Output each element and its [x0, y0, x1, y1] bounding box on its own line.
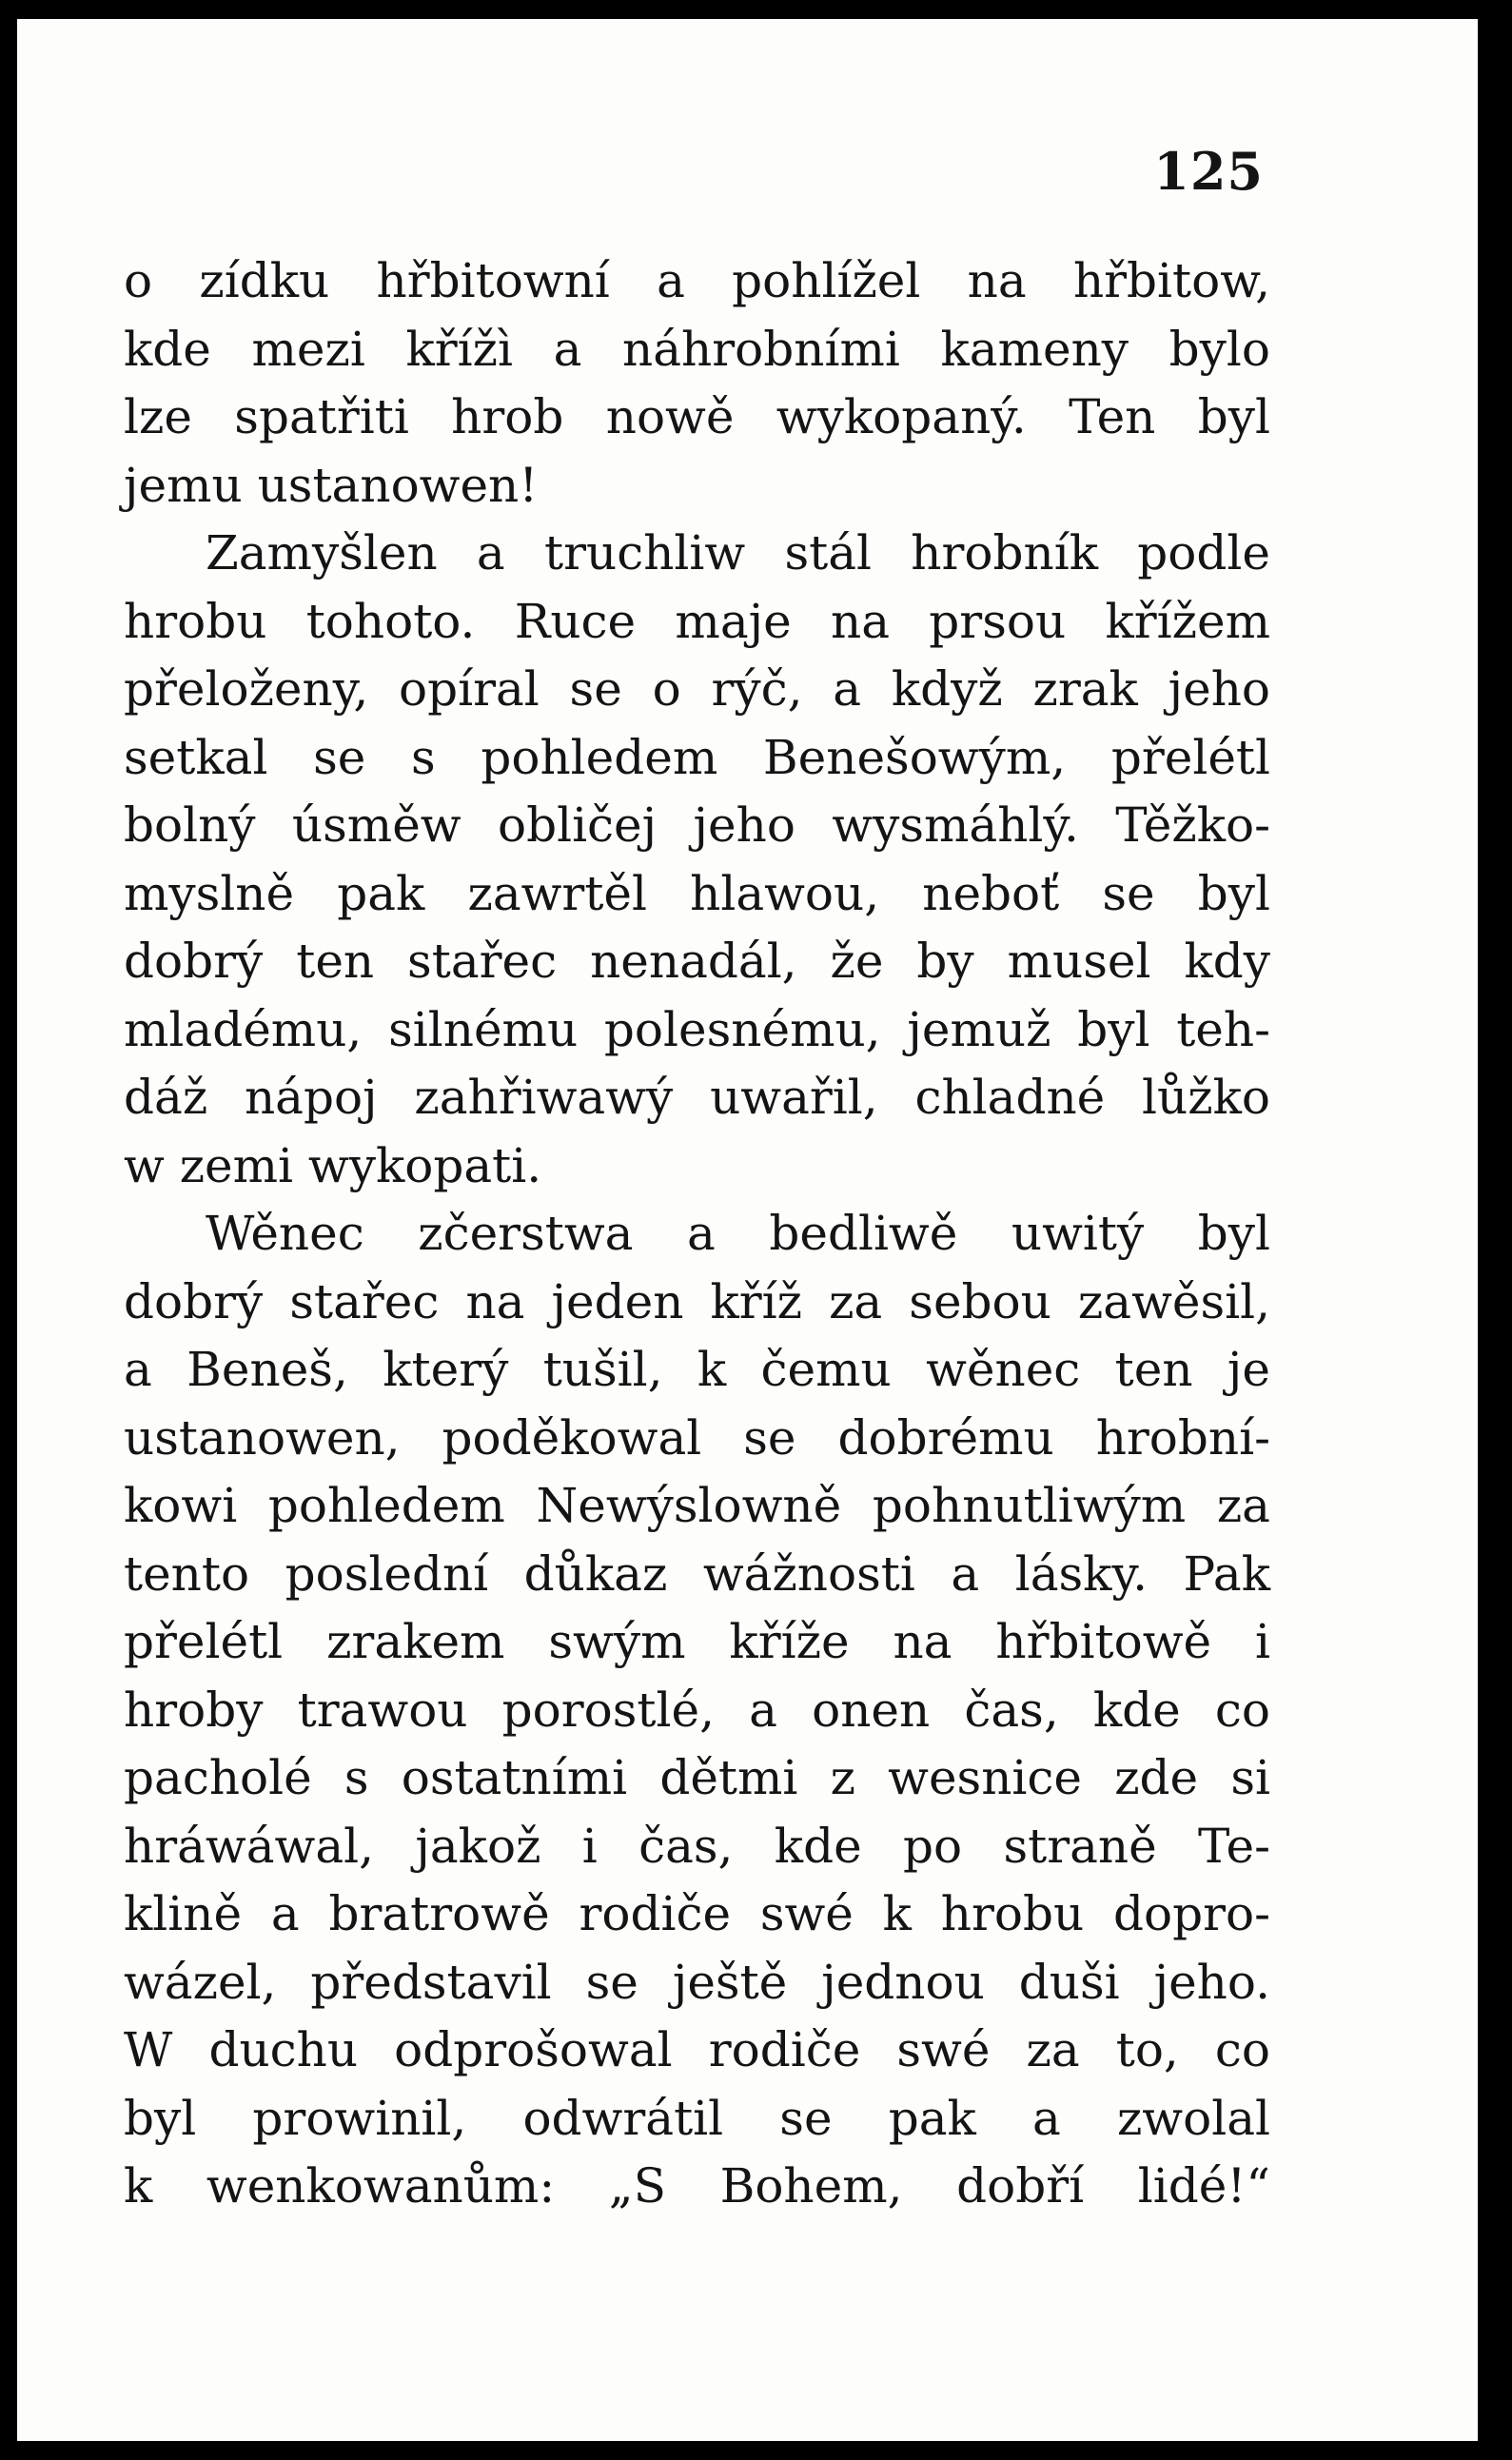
text-line: dobrý ten stařec nenadál, že by musel kdy	[124, 934, 1270, 989]
text-line: k wenkowanům: „S Bohem, dobří lidé!“	[124, 2158, 1270, 2214]
page-number: 125	[1153, 141, 1264, 202]
text-line: Wěnec zčerstwa a bedliwě uwitý byl	[206, 1206, 1270, 1261]
text-line: kowi pohledem Newýslowně pohnutliwým za	[124, 1478, 1270, 1533]
text-line: pacholé s ostatními dětmi z wesnice zde si	[124, 1750, 1270, 1805]
text-line: přeloženy, opíral se o rýč, a když zrak jeho	[124, 661, 1270, 717]
text-line: wázel, představil se ještě jednou duši jeho.	[124, 1954, 1270, 2010]
text-line: Zamyšlen a truchliw stál hrobník podle	[206, 525, 1270, 581]
text-line: bolný úsměw obličej jeho wysmáhlý. Těžko-	[124, 797, 1270, 853]
text-line: myslně pak zawrtěl hlawou, neboť se byl	[124, 865, 1270, 921]
text-line: o zídku hřbitowní a pohlížel na hřbitow,	[124, 253, 1270, 308]
text-line: přelétl zrakem swým kříže na hřbitowě i	[124, 1614, 1270, 1669]
text-line: hrobu tohoto. Ruce maje na prsou křížem	[124, 593, 1270, 649]
text-line: w zemi wykopati.	[124, 1137, 542, 1193]
text-line: dáž nápoj zahřiwawý uwařil, chladné lůžko	[124, 1070, 1270, 1125]
body-text	[124, 247, 1270, 2221]
text-line: jemu ustanowen!	[124, 457, 539, 513]
text-line: hroby trawou porostlé, a onen čas, kde co	[124, 1682, 1270, 1738]
text-line: a Beneš, který tušil, k čemu wěnec ten je	[124, 1342, 1270, 1397]
text-line: mladému, silnému polesnému, jemuž byl teh-	[124, 1001, 1270, 1057]
text-line: dobrý stařec na jeden kříž za sebou zawěsil,	[124, 1273, 1270, 1329]
text-line: kde mezi křížì a náhrobními kameny bylo	[124, 321, 1270, 377]
text-line: ustanowen, poděkowal se dobrému hrobní-	[124, 1409, 1270, 1466]
text-line: byl prowinil, odwrátil se pak a zwolal	[124, 2090, 1270, 2146]
text-line: setkal se s pohledem Benešowým, přelétl	[124, 729, 1270, 785]
text-line: lze spatřiti hrob nowě wykopaný. Ten byl	[124, 389, 1270, 444]
text-line: tento poslední důkaz wážnosti a lásky. Pak	[124, 1545, 1270, 1602]
text-line: klině a bratrowě rodiče swé k hrobu dopro-	[124, 1886, 1270, 1941]
text-line: W duchu odprošowal rodiče swé za to, co	[124, 2022, 1270, 2077]
text-line: hráwáwal, jakož i čas, kde po straně Te-	[124, 1818, 1270, 1874]
book-page	[17, 19, 1478, 2441]
